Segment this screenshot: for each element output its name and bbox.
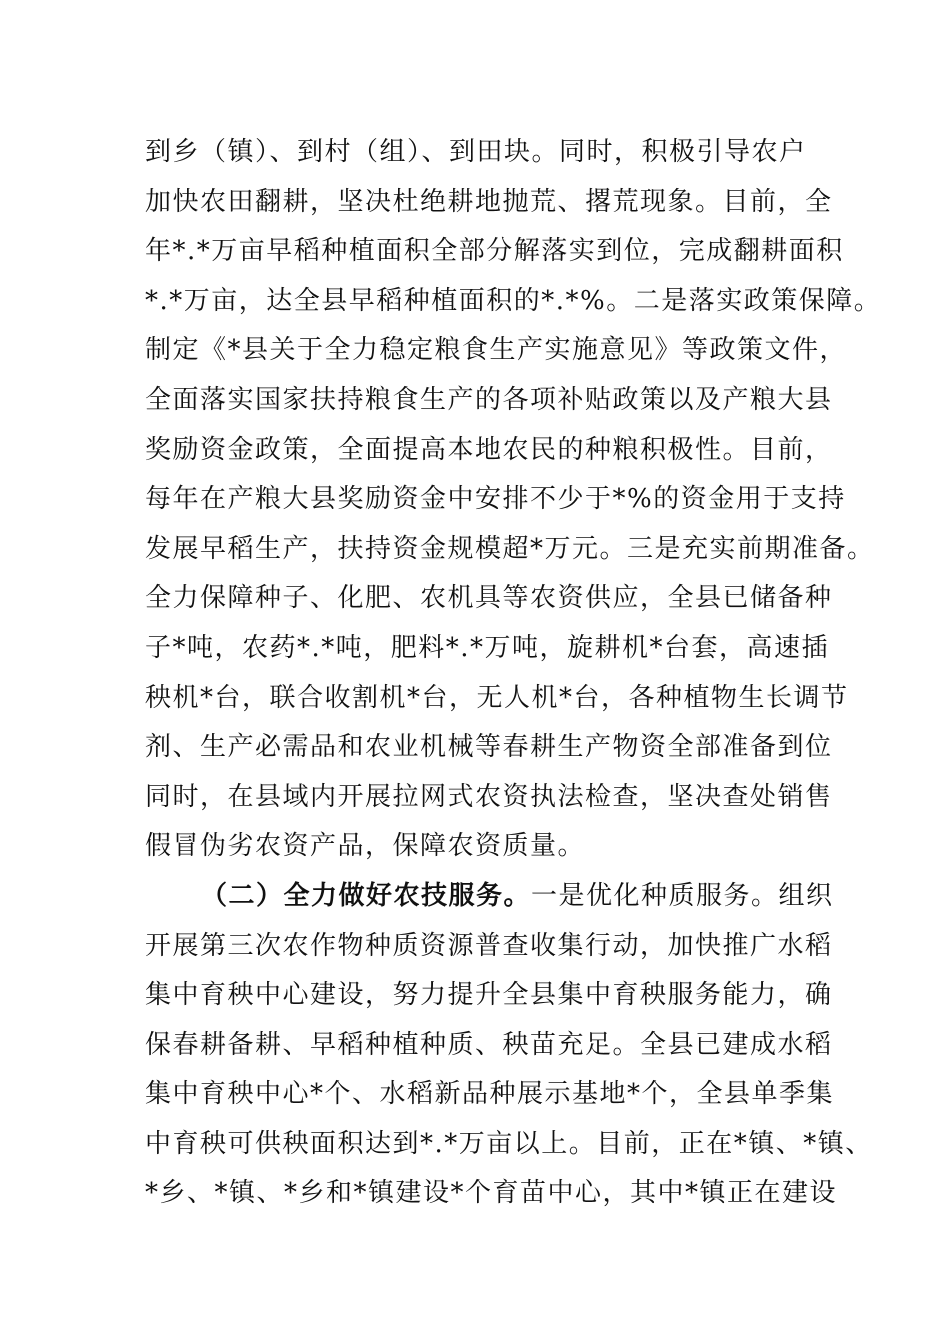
paragraph-line: 剂、生产必需品和农业机械等春耕生产物资全部准备到位 [145,732,833,763]
paragraph-line: *乡、*镇、*乡和*镇建设*个育苗中心，其中*镇正在建设 [145,1178,838,1209]
section-heading: （二）全力做好农技服务。 [201,880,532,911]
paragraph-line: 制定《*县关于全力稳定粮食生产实施意见》等政策文件， [145,335,848,366]
paragraph-line: 奖励资金政策，全面提高本地农民的种粮积极性。目前， [145,434,833,465]
paragraph-line: 保春耕备耕、早稻种植种质、秧苗充足。全县已建成水稻 [145,1029,833,1060]
paragraph-line: 开展第三次农作物种质资源普查收集行动，加快推广水稻 [145,930,833,961]
paragraph-line: 加快农田翻耕，坚决杜绝耕地抛荒、撂荒现象。目前，全 [145,186,833,217]
paragraph-line: 子*吨，农药*.*吨，肥料*.*万吨，旋耕机*台套，高速插 [145,632,830,663]
paragraph-line: 年*.*万亩早稻种植面积全部分解落实到位，完成翻耕面积 [145,236,844,267]
body-text [145,128,882,1219]
section-heading-line [145,872,835,922]
section-heading-rest: 一是优化种质服务。组织 [531,880,834,911]
paragraph-line: 发展早稻生产，扶持资金规模超*万元。三是充实前期准备。 [145,533,875,564]
paragraph-line: 集中育秧中心*个、水稻新品种展示基地*个，全县单季集 [145,1079,835,1110]
paragraph-line: 全面落实国家扶持粮食生产的各项补贴政策以及产粮大县 [145,384,833,415]
paragraph-line: *.*万亩，达全县早稻种植面积的*.*%。二是落实政策保障。 [145,285,882,316]
paragraph-line: 到乡（镇）、到村（组）、到田块。同时，积极引导农户 [145,137,807,167]
paragraph-line: 每年在产粮大县奖励资金中安排不少于*%的资金用于支持 [145,484,846,515]
paragraph-line: 中育秧可供秧面积达到*.*万亩以上。目前，正在*镇、*镇、 [145,1128,873,1159]
paragraph-line: 假冒伪劣农资产品，保障农资质量。 [145,831,586,862]
paragraph-line: 同时，在县域内开展拉网式农资执法检查，坚决查处销售 [145,781,833,812]
paragraph-line: 秧机*台，联合收割机*台，无人机*台，各种植物生长调节 [145,682,849,713]
paragraph-line: 集中育秧中心建设，努力提升全县集中育秧服务能力，确 [145,980,833,1011]
paragraph-line: 全力保障种子、化肥、农机具等农资供应，全县已储备种 [145,583,833,614]
